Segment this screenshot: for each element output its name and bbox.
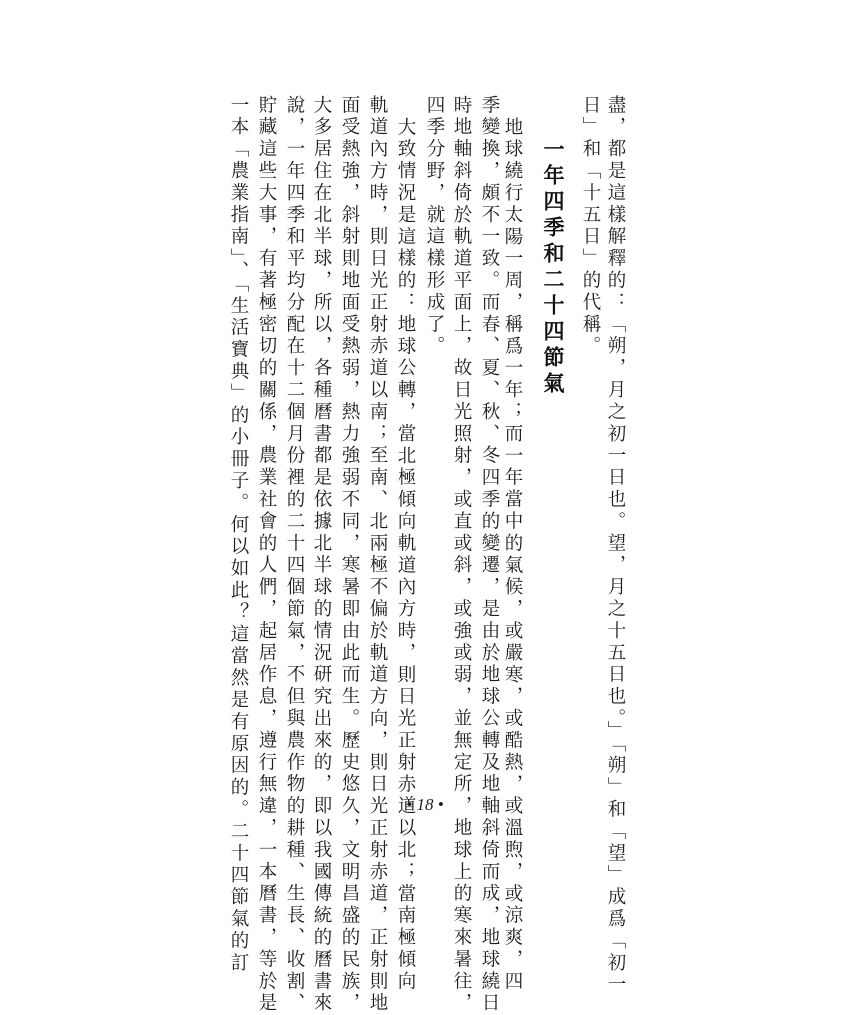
text-column-5: 時地軸斜倚於軌道平面上，故日光照射，或直或斜，或強或弱，並無定所，地球上的寒來暑往， — [451, 95, 472, 1015]
text-column-4: 季變換，頗不一致。而春、夏、秋、冬四季的變遷，是由於地球公轉及地軸斜倚而成，地球繞日 — [479, 95, 500, 1015]
text-column-2: 日」和「十五日」的代稱。 — [580, 95, 601, 358]
text-column-1: 盡，都是這樣解釋的：「朔，月之初一日也。望，月之十五日也。」「朔」和「望」成爲「初一 — [605, 95, 626, 997]
text-column-10: 大多居住在北半球，所以，各種曆書都是依據北半球的情況研究出來的，即以我國傳統的曆書來 — [311, 95, 332, 1015]
section-heading: 一年四季和二十四節氣 — [541, 138, 565, 398]
text-column-8: 軌道內方時，則日光正射赤道以南；至南、北兩極不偏於軌道方向，則日光正射赤道，正射則地 — [367, 95, 388, 1015]
text-column-12: 貯藏這些大事，有著極密切的關係，農業社會的人們，起居作息，遵行無違，一本曆書，等於是 — [256, 95, 277, 1015]
text-column-13: 一本「農業指南」、「生活寶典」的小冊子。何以如此？這當然是有原因的。二十四節氣的訂 — [228, 95, 249, 975]
page-number: • 18 • — [406, 795, 444, 814]
text-column-11: 說，一年四季和平均分配在十二個月份裡的二十四個節氣，不但與農作物的耕種、生長、收割、 — [284, 95, 305, 1015]
text-column-9: 面受熱強，斜射則地面受熱弱，熱力強弱不同，寒暑即由此而生。歷史悠久，文明昌盛的民族， — [339, 95, 360, 1015]
text-column-6: 四季分野，就這樣形成了。 — [424, 95, 445, 358]
text-column-3: 地球繞行太陽一周，稱爲一年；而一年當中的氣候，或嚴寒，或酷熱，或溫煦，或涼爽，四 — [502, 117, 523, 993]
text-column-7: 大致情況是這樣的：地球公轉，當北極傾向軌道內方時，則日光正射赤道以北；當南極傾向 — [395, 117, 416, 993]
